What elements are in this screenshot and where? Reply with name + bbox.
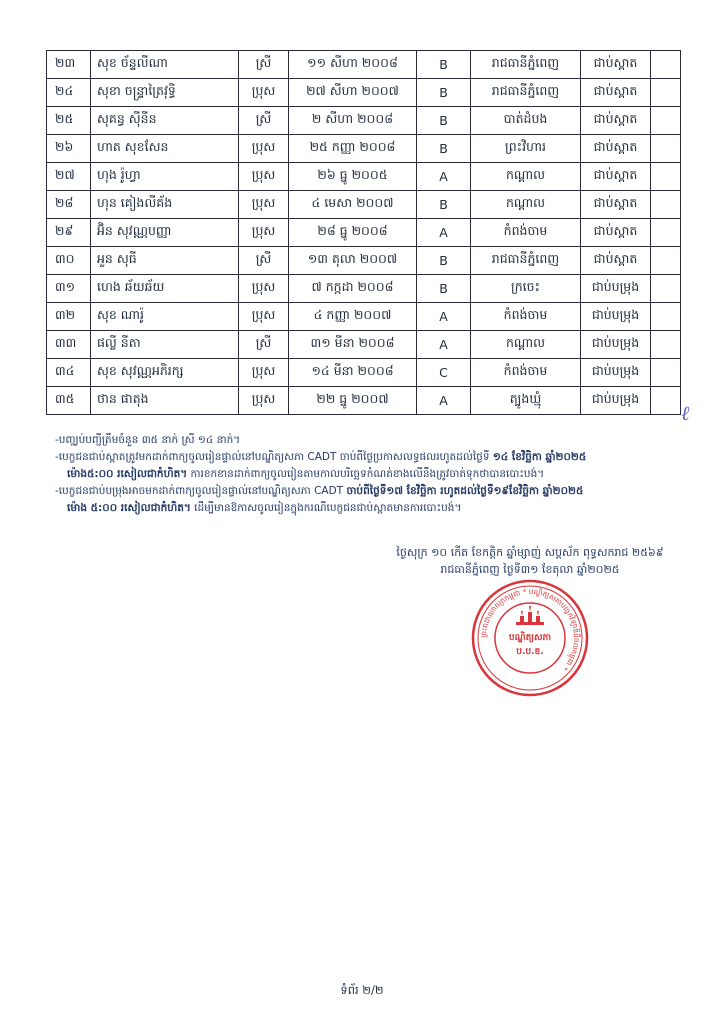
cell-number: ២៥ bbox=[47, 107, 91, 135]
cell-gender: ប្រុស bbox=[239, 135, 289, 163]
cell-result-status: ជាប់ស្ពាត bbox=[581, 51, 651, 79]
note-reserve-candidates-cont bbox=[55, 500, 680, 517]
seal-center-label: បណ្ឌិត្យសភា bbox=[508, 633, 552, 643]
cell-remark bbox=[651, 275, 681, 303]
cell-result-status: ជាប់ស្ពាត bbox=[581, 79, 651, 107]
cell-student-name: អួន សុធី bbox=[91, 247, 239, 275]
cell-grade: B bbox=[417, 275, 471, 303]
cell-province: កណ្តាល bbox=[471, 191, 581, 219]
cell-result-status: ជាប់បម្រុង bbox=[581, 303, 651, 331]
table-row bbox=[47, 331, 681, 359]
cell-student-name: សុខ ណារ៉ូ bbox=[91, 303, 239, 331]
table-row bbox=[47, 79, 681, 107]
cell-grade: A bbox=[417, 163, 471, 191]
cell-remark bbox=[651, 107, 681, 135]
cell-remark bbox=[651, 191, 681, 219]
seal-ring-text: ព្រះរាជាណាចក្រកម្ពុជា * បណ្ឌិត្យសភាបច្ចេកវិទ្យាឌីជីថលកម្ពុជា * bbox=[478, 586, 582, 673]
cell-number: ៣៣ bbox=[47, 331, 91, 359]
student-results-table bbox=[46, 50, 681, 415]
cell-student-name: ផល្លី នីតា bbox=[91, 331, 239, 359]
cell-remark bbox=[651, 331, 681, 359]
cell-student-name: សុខ សុវណ្ណអភិរក្ស bbox=[91, 359, 239, 387]
cell-student-name: ហេង ឆ័យឆ័យ bbox=[91, 275, 239, 303]
table-row bbox=[47, 219, 681, 247]
cell-result-status: ជាប់បម្រុង bbox=[581, 331, 651, 359]
table-row bbox=[47, 303, 681, 331]
cell-student-name: ហុង រ៉ូហ្វា bbox=[91, 163, 239, 191]
cell-gender: ប្រុស bbox=[239, 359, 289, 387]
cell-result-status: ជាប់ស្ពាត bbox=[581, 163, 651, 191]
cell-gender: ស្រី bbox=[239, 107, 289, 135]
cell-province: រាជធានីភ្នំពេញ bbox=[471, 51, 581, 79]
table-row bbox=[47, 359, 681, 387]
table-row bbox=[47, 135, 681, 163]
cell-birth-date: ១៣ តុលា ២០០៧ bbox=[289, 247, 417, 275]
cell-gender: ប្រុស bbox=[239, 303, 289, 331]
note-reserve-candidates bbox=[55, 483, 680, 500]
cell-student-name: ហាត សុខសែន bbox=[91, 135, 239, 163]
cell-province: ត្បូងឃ្មុំ bbox=[471, 387, 581, 415]
cell-grade: A bbox=[417, 331, 471, 359]
cell-gender: ស្រី bbox=[239, 51, 289, 79]
cell-number: ២៨ bbox=[47, 191, 91, 219]
note-reserve-purpose: ដើម្បីមានឱកាសចូលរៀនក្នុងករណីបេក្ខជនជាប់ស្ពាតមានការបោះបង់។ bbox=[190, 502, 462, 514]
note-main-deadline-time: ម៉ោង៥:០០ រសៀលជាកំហិត។ bbox=[67, 468, 188, 480]
notes-section bbox=[55, 432, 680, 517]
table-row bbox=[47, 107, 681, 135]
cell-birth-date: ២៦ ធ្នូ ២០០៥ bbox=[289, 163, 417, 191]
note-main-text: -បេក្ខជនជាប់ស្ពាតត្រូវមកដាក់ពាក្យចូលរៀនផ្ទាល់នៅបណ្ឌិត្យសភា CADT ចាប់ពីថ្ងៃប្រកាសលទ្ធផលរហូតដល់ថ្ងៃទី bbox=[55, 451, 490, 463]
cell-birth-date: ៣១ មីនា ២០០៨ bbox=[289, 331, 417, 359]
cell-grade: B bbox=[417, 79, 471, 107]
cell-province: រាជធានីភ្នំពេញ bbox=[471, 247, 581, 275]
lunar-date: ថ្ងៃសុក្រ ១០ កើត ខែកត្តិក ឆ្នាំម្សាញ់ សប្តស័ក ពុទ្ធសករាជ ២៥៦៩ bbox=[396, 546, 664, 559]
cell-remark bbox=[651, 135, 681, 163]
cell-province: បាត់ដំបង bbox=[471, 107, 581, 135]
cell-number: ២៩ bbox=[47, 219, 91, 247]
cell-result-status: ជាប់ស្ពាត bbox=[581, 135, 651, 163]
table-row bbox=[47, 275, 681, 303]
cell-number: ២៧ bbox=[47, 163, 91, 191]
cell-birth-date: ៧ កក្កដា ២០០៨ bbox=[289, 275, 417, 303]
cell-grade: B bbox=[417, 51, 471, 79]
note-main-candidates-cont bbox=[55, 466, 680, 483]
cell-result-status: ជាប់បម្រុង bbox=[581, 275, 651, 303]
cell-birth-date: ៤ កញ្ញា ២០០៧ bbox=[289, 303, 417, 331]
cell-student-name: សុខ ច័ន្ទលីណា bbox=[91, 51, 239, 79]
cell-remark bbox=[651, 359, 681, 387]
cell-remark bbox=[651, 219, 681, 247]
cell-birth-date: ១១ សីហា ២០០៨ bbox=[289, 51, 417, 79]
seal-center-abbr: ប.ប.ឌ. bbox=[516, 647, 544, 657]
cell-gender: ប្រុស bbox=[239, 79, 289, 107]
cell-grade: A bbox=[417, 303, 471, 331]
cell-gender: ស្រី bbox=[239, 331, 289, 359]
note-main-warning: ការខកខានដាក់ពាក្យចូលរៀនតាមកាលបរិច្ឆេទកំណត់ខាងលើនឹងត្រូវចាត់ទុកថាបានបោះបង់។ bbox=[187, 468, 545, 480]
cell-remark bbox=[651, 163, 681, 191]
cell-province: ក្រចេះ bbox=[471, 275, 581, 303]
table-row bbox=[47, 163, 681, 191]
cell-province: ព្រះវិហារ bbox=[471, 135, 581, 163]
cell-gender: ប្រុស bbox=[239, 163, 289, 191]
note-reserve-deadline-time: ម៉ោង ៥:០០ រសៀលជាកំហិត។ bbox=[67, 502, 191, 514]
table-row bbox=[47, 191, 681, 219]
cell-result-status: ជាប់បម្រុង bbox=[581, 359, 651, 387]
page-number: ទំព័រ ២/២ bbox=[340, 983, 384, 997]
cell-remark bbox=[651, 51, 681, 79]
cell-gender: ស្រី bbox=[239, 247, 289, 275]
note-main-candidates bbox=[55, 449, 680, 466]
cell-gender: ប្រុស bbox=[239, 275, 289, 303]
cell-birth-date: ២៥ កញ្ញា ២០០៨ bbox=[289, 135, 417, 163]
note-reserve-text: -បេក្ខជនជាប់បម្រុងអាចមកដាក់ពាក្យចូលរៀនផ្ទាល់នៅបណ្ឌិត្យសភា CADT bbox=[55, 485, 344, 497]
cell-grade: A bbox=[417, 219, 471, 247]
cell-result-status: ជាប់ស្ពាត bbox=[581, 107, 651, 135]
cell-province: កណ្តាល bbox=[471, 163, 581, 191]
cell-gender: ប្រុស bbox=[239, 191, 289, 219]
cell-province: រាជធានីភ្នំពេញ bbox=[471, 79, 581, 107]
cell-result-status: ជាប់ស្ពាត bbox=[581, 191, 651, 219]
cell-province: កំពង់ចាម bbox=[471, 359, 581, 387]
signature-initial-mark: ℓ bbox=[681, 401, 690, 425]
cell-student-name: ថាន ផាតុង bbox=[91, 387, 239, 415]
cell-gender: ប្រុស bbox=[239, 219, 289, 247]
cell-number: ២៤ bbox=[47, 79, 91, 107]
cell-grade: C bbox=[417, 359, 471, 387]
official-seal-stamp bbox=[470, 578, 590, 698]
cell-result-status: ជាប់ស្ពាត bbox=[581, 219, 651, 247]
date-block bbox=[380, 544, 680, 578]
cell-number: ២៣ bbox=[47, 51, 91, 79]
cell-birth-date: ១៤ មីនា ២០០៨ bbox=[289, 359, 417, 387]
cell-birth-date: ២ សីហា ២០០៨ bbox=[289, 107, 417, 135]
cell-birth-date: ៤ មេសា ២០០៧ bbox=[289, 191, 417, 219]
cell-remark bbox=[651, 303, 681, 331]
cell-number: ៣៤ bbox=[47, 359, 91, 387]
cell-student-name: សុខា ចន្ទ្រាត្រៃវុទ្ធិ bbox=[91, 79, 239, 107]
note-main-deadline-date: ១៤ ខែវិច្ឆិកា ឆ្នាំ២០២៥ bbox=[492, 451, 587, 463]
cell-result-status: ជាប់ស្ពាត bbox=[581, 247, 651, 275]
cell-birth-date: ២៨ ធ្នូ ២០០៨ bbox=[289, 219, 417, 247]
cell-grade: B bbox=[417, 107, 471, 135]
cell-remark bbox=[651, 247, 681, 275]
cell-gender: ប្រុស bbox=[239, 387, 289, 415]
cell-number: ៣៥ bbox=[47, 387, 91, 415]
cell-student-name: សុគន្ធ ស៊ីនីន bbox=[91, 107, 239, 135]
cell-province: កំពង់ចាម bbox=[471, 219, 581, 247]
cell-student-name: អ៊ិន សុវណ្ណបញ្ញា bbox=[91, 219, 239, 247]
cell-number: ៣០ bbox=[47, 247, 91, 275]
cell-birth-date: ២៧ សីហា ២០០៧ bbox=[289, 79, 417, 107]
cell-province: កំពង់ចាម bbox=[471, 303, 581, 331]
cell-grade: B bbox=[417, 191, 471, 219]
cell-grade: A bbox=[417, 387, 471, 415]
table-row bbox=[47, 247, 681, 275]
cell-birth-date: ២២ ធ្នូ ២០០៧ bbox=[289, 387, 417, 415]
table-row bbox=[47, 387, 681, 415]
note-total-count: -បញ្ឈប់បញ្ជីត្រឹមចំនួន ៣៥ នាក់ ស្រី ១៤ នាក់។ bbox=[55, 434, 241, 446]
cell-grade: B bbox=[417, 247, 471, 275]
cell-remark bbox=[651, 79, 681, 107]
solar-date: រាជធានីភ្នំពេញ ថ្ងៃទី៣១ ខែតុលា ឆ្នាំ២០២៥ bbox=[440, 563, 620, 576]
cell-number: ៣២ bbox=[47, 303, 91, 331]
cell-grade: B bbox=[417, 135, 471, 163]
cell-number: ៣១ bbox=[47, 275, 91, 303]
cell-result-status: ជាប់បម្រុង bbox=[581, 387, 651, 415]
cell-remark bbox=[651, 387, 681, 415]
note-reserve-dates: ចាប់ពីថ្ងៃទី១៧ ខែវិច្ឆិកា រហូតដល់ថ្ងៃទី១៩ខែវិច្ឆិកា ឆ្នាំ២០២៥ bbox=[346, 485, 584, 497]
cell-student-name: ហុន គៀងលីគ័ង bbox=[91, 191, 239, 219]
table-row bbox=[47, 51, 681, 79]
cell-province: កណ្តាល bbox=[471, 331, 581, 359]
cell-number: ២៦ bbox=[47, 135, 91, 163]
temple-emblem-icon bbox=[516, 606, 544, 625]
